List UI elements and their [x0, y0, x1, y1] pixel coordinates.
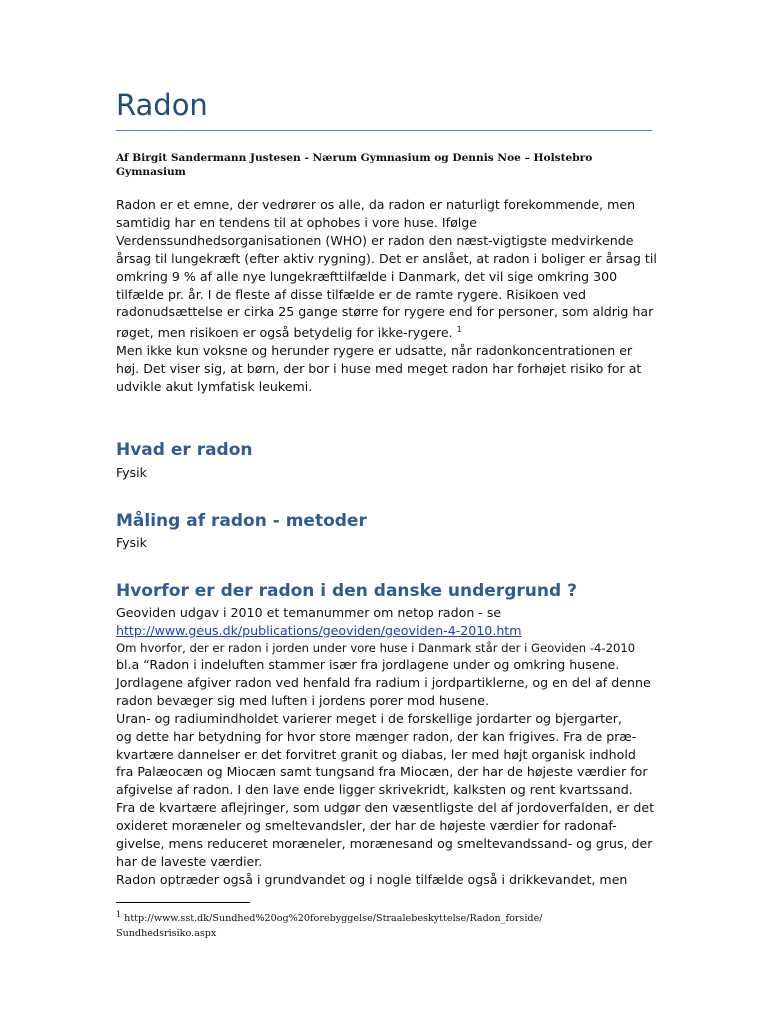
- text-line: årsag til lungekræft (efter aktiv rygning). Det er anslået, at radon i boliger er årsag til: [116, 250, 657, 266]
- section-subtitle: Fysik: [116, 535, 147, 550]
- footnote-line: Sundhedsrisiko.aspx: [116, 928, 217, 940]
- text-line: samtidig har en tendens til at ophobes i vore huse. Ifølge: [116, 214, 478, 230]
- text-line: bl.a “Radon i indeluften stammer især fra jordlagene under og omkring husene.: [116, 657, 620, 672]
- text-line: Radon optræder også i grundvandet og i nogle tilfælde også i drikkevandet, men: [116, 871, 628, 887]
- text-line: Geoviden udgav i 2010 et temanummer om netop radon - se: [116, 605, 502, 620]
- title-underline: [116, 130, 652, 131]
- footnote-number: 1: [116, 910, 122, 919]
- footnote: [116, 907, 656, 941]
- document-title: Radon: [116, 88, 208, 122]
- intro-paragraph: [116, 196, 656, 396]
- geoviden-link[interactable]: http://www.geus.dk/publications/geoviden/geoviden-4-2010.htm: [116, 622, 522, 638]
- text-line: fra Palæocæn og Miocæn samt tungsand fra Miocæn, der har de højeste værdier for: [116, 764, 648, 780]
- text-line: oxideret moræneler og smeltevandsler, der har de højeste værdier for radonaf-: [116, 818, 617, 834]
- authors-line: Gymnasium: [116, 166, 186, 178]
- text-line: kvartære dannelser er det forvitret granit og diabas, ler med højt organisk indhold: [116, 746, 636, 762]
- authors-byline: [116, 151, 656, 179]
- text-line: givelse, mens reduceret moræneler, morænesand og smeltevandssand- og grus, der: [116, 836, 653, 852]
- text-line: har de laveste værdier.: [116, 853, 263, 869]
- text-line: afgivelse af radon. I den lave ende ligger skrivekridt, kalksten og rent kvartssand.: [116, 782, 633, 798]
- section3-body: [116, 604, 656, 640]
- text-line: Fra de kvartære aflejringer, som udgør den væsentligste del af jordoverfalden, er det: [116, 800, 655, 816]
- text-line: Uran- og radiumindholdet varierer meget i de forskellige jordarter og bjergarter,: [116, 710, 622, 726]
- text-line: og dette har betydning for hvor store mænger radon, der kan frigives. Fra de præ-: [116, 728, 637, 744]
- section3-quote: [116, 656, 656, 889]
- text-line: Men ikke kun voksne og herunder rygere er udsatte, når radonkoncentrationen er: [116, 343, 633, 359]
- text-line: Radon er et emne, der vedrører os alle, da radon er naturligt forekommende, men: [116, 197, 636, 212]
- text-line: radonudsættelse er cirka 25 gange større for rygere end for personer, som aldrig har: [116, 304, 654, 320]
- text-line: Om hvorfor, der er radon i jorden under vore huse i Danmark står der i Geoviden -4-2010: [116, 641, 636, 655]
- section-subtitle: Fysik: [116, 465, 147, 480]
- text-line: Jordlagene afgiver radon ved henfald fra radium i jordpartiklerne, og en del af denne: [116, 674, 651, 690]
- text-line: høj. Det viser sig, at børn, der bor i huse med meget radon har forhøjet risiko for at: [116, 361, 642, 377]
- footnote-reference[interactable]: 1: [456, 325, 462, 335]
- text-line: omkring 9 % af alle nye lungekræfttilfælde i Danmark, det vil sige omkring 300: [116, 268, 618, 284]
- heading-hvad-er-radon: Hvad er radon: [116, 440, 253, 460]
- text-line-content: røget, men risikoen er også betydelig for ikke-rygere.: [116, 325, 457, 341]
- text-line: Verdenssundhedsorganisationen (WHO) er radon den næst-vigtigste medvirkende: [116, 232, 634, 248]
- footnote-url: http://www.sst.dk/Sundhed%20og%20forebyggelse/Straalebeskyttelse/Radon_forside/: [121, 913, 543, 925]
- heading-hvorfor-radon-undergrund: Hvorfor er der radon i den danske undergrund ?: [116, 581, 577, 601]
- text-line: [116, 622, 656, 640]
- footnote-line: [116, 907, 656, 926]
- authors-line: Af Birgit Sandermann Justesen - Nærum Gymnasium og Dennis Noe – Holstebro: [116, 152, 593, 164]
- footnote-separator: [116, 902, 250, 903]
- text-line: tilfælde pr. år. I de fleste af disse tilfælde er de ramte rygere. Risikoen ved: [116, 286, 586, 302]
- text-line: udvikle akut lymfatisk leukemi.: [116, 379, 313, 395]
- text-line: radon bevæger sig med luften i jordens porer mod husene.: [116, 692, 489, 708]
- heading-maaling-af-radon: Måling af radon - metoder: [116, 511, 367, 531]
- text-line: [116, 321, 656, 342]
